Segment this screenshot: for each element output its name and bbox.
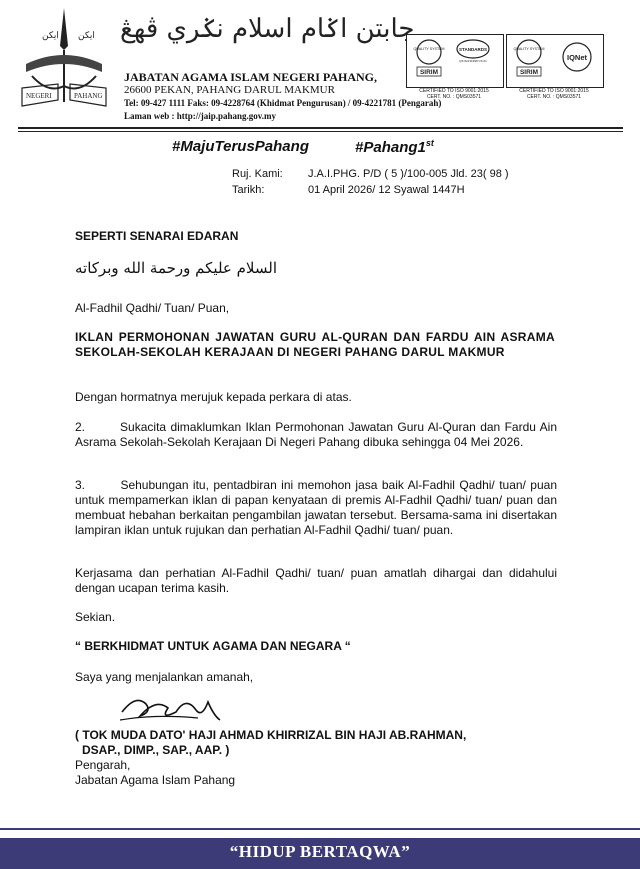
signatory-honorifics: DSAP., DIMP., SAP., AAP. ) [82, 743, 230, 757]
svg-text:QS 02131999 CS 01: QS 02131999 CS 01 [459, 59, 487, 63]
svg-text:QUALITY SYSTEM: QUALITY SYSTEM [513, 47, 545, 51]
recipient-line: SEPERTI SENARAI EDARAN [75, 229, 239, 243]
paragraph-2: 2. Sukacita dimaklumkan Iklan Permohonan Jawatan Guru Al-Quran dan Fardu Ain Asrama Sekolah-Sekolah Kerajaan Di Negeri Pahang dibuka sehingga 04 Mei 2026. [75, 420, 558, 449]
sirim-standards-logo [407, 35, 503, 87]
svg-text:STANDARDS: STANDARDS [459, 47, 487, 52]
sirim-certification-badge-1 [406, 34, 504, 88]
signatory-name: ( TOK MUDA DATO' HAJI AHMAD KHIRRIZAL BIN HAJI AB.RAHMAN, [75, 728, 467, 742]
crest-banner-left: NEGERI [26, 92, 52, 100]
tagline-pahang-first: #Pahang1st [355, 138, 434, 156]
tagline-maju-terus-pahang: #MajuTerusPahang [172, 138, 309, 155]
header-divider-thin [18, 131, 623, 132]
paragraph-3: 3. Sehubungan itu, pentadbiran ini memohon jasa baik Al-Fadhil Qadhi/ tuan/ puan untuk mempamerkan iklan di papan kenyataan di premis Al-Fadhil Qadhi/ tuan/ puan dan membuat hebahan berkaitan pengambilan jawatan tersebut. Bersama-sama ini disertakan lampiran iklan untuk rujukan dan perhatian Al-Fadhil Qadhi/ tuan/ puan. [75, 478, 557, 537]
svg-text:IQNet: IQNet [566, 53, 588, 62]
website-line: Laman web : http://jaip.pahang.gov.my [124, 111, 277, 121]
date-value: 01 April 2026/ 12 Syawal 1447H [308, 184, 465, 196]
sirim-certification-badge-2 [506, 34, 604, 88]
footer-slogan: “HIDUP BERTAQWA” [229, 842, 411, 861]
organization-name: JABATAN AGAMA ISLAM NEGERI PAHANG, [124, 70, 378, 84]
state-crest-logo [18, 6, 110, 116]
header-divider-thick [18, 127, 623, 129]
iqnet-logo [507, 35, 603, 87]
paragraph-4: Kerjasama dan perhatian Al-Fadhil Qadhi/ tuan/ puan amatlah dihargai dan didahului dengan ucapan terima kasih. [75, 566, 557, 595]
svg-text:SIRIM: SIRIM [419, 69, 439, 76]
handwritten-signature [116, 690, 226, 726]
svg-text:SIRIM: SIRIM [519, 69, 539, 76]
reference-number: J.A.I.PHG. P/D ( 5 )/100-005 Jld. 23( 98 ) [308, 168, 509, 180]
paragraph-1: Dengan hormatnya merujuk kepada perkara di atas. [75, 390, 352, 404]
signature-intro: Saya yang menjalankan amanah, [75, 670, 254, 684]
letter-subject: IKLAN PERMOHONAN JAWATAN GURU AL-QURAN DAN FARDU AIN ASRAMA SEKOLAH-SEKOLAH KERAJAAN DI NEGERI PAHANG DARUL MAKMUR [75, 330, 555, 359]
signatory-title: Pengarah, [75, 758, 131, 772]
cert2-caption: CERTIFIED TO ISO 9001:2015 CERT. NO. : QMS03571 [519, 88, 589, 100]
footer-rule [0, 828, 640, 830]
crest-left-text: ایکن [42, 31, 59, 41]
date-label: Tarikh: [232, 184, 265, 196]
arabic-department-title: جابتن اݢام اسلام نݢري ڤهڠ [120, 14, 415, 44]
salutation: Al-Fadhil Qadhi/ Tuan/ Puan, [75, 301, 230, 315]
crest-banner-right: PAHANG [74, 92, 103, 100]
signatory-department: Jabatan Agama Islam Pahang [75, 773, 236, 787]
crest-right-text: ایکن [78, 31, 95, 41]
closing-line: Sekian. [75, 610, 116, 624]
reference-label: Ruj. Kami: [232, 168, 283, 180]
contact-numbers: Tel: 09-427 1111 Faks: 09-4228764 (Khidmat Pengurusan) / 09-4221781 (Pengarah) [124, 98, 442, 108]
motto-line: “ BERKHIDMAT UNTUK AGAMA DAN NEGARA “ [75, 639, 351, 653]
organization-address: 26600 PEKAN, PAHANG DARUL MAKMUR [124, 84, 335, 96]
svg-text:QUALITY SYSTEM: QUALITY SYSTEM [413, 47, 445, 51]
cert1-caption: CERTIFIED TO ISO 9001:2015 CERT. NO. : QMS03571 [419, 88, 489, 100]
arabic-greeting: السلام عليكم ورحمة الله وبركاته [75, 259, 277, 277]
